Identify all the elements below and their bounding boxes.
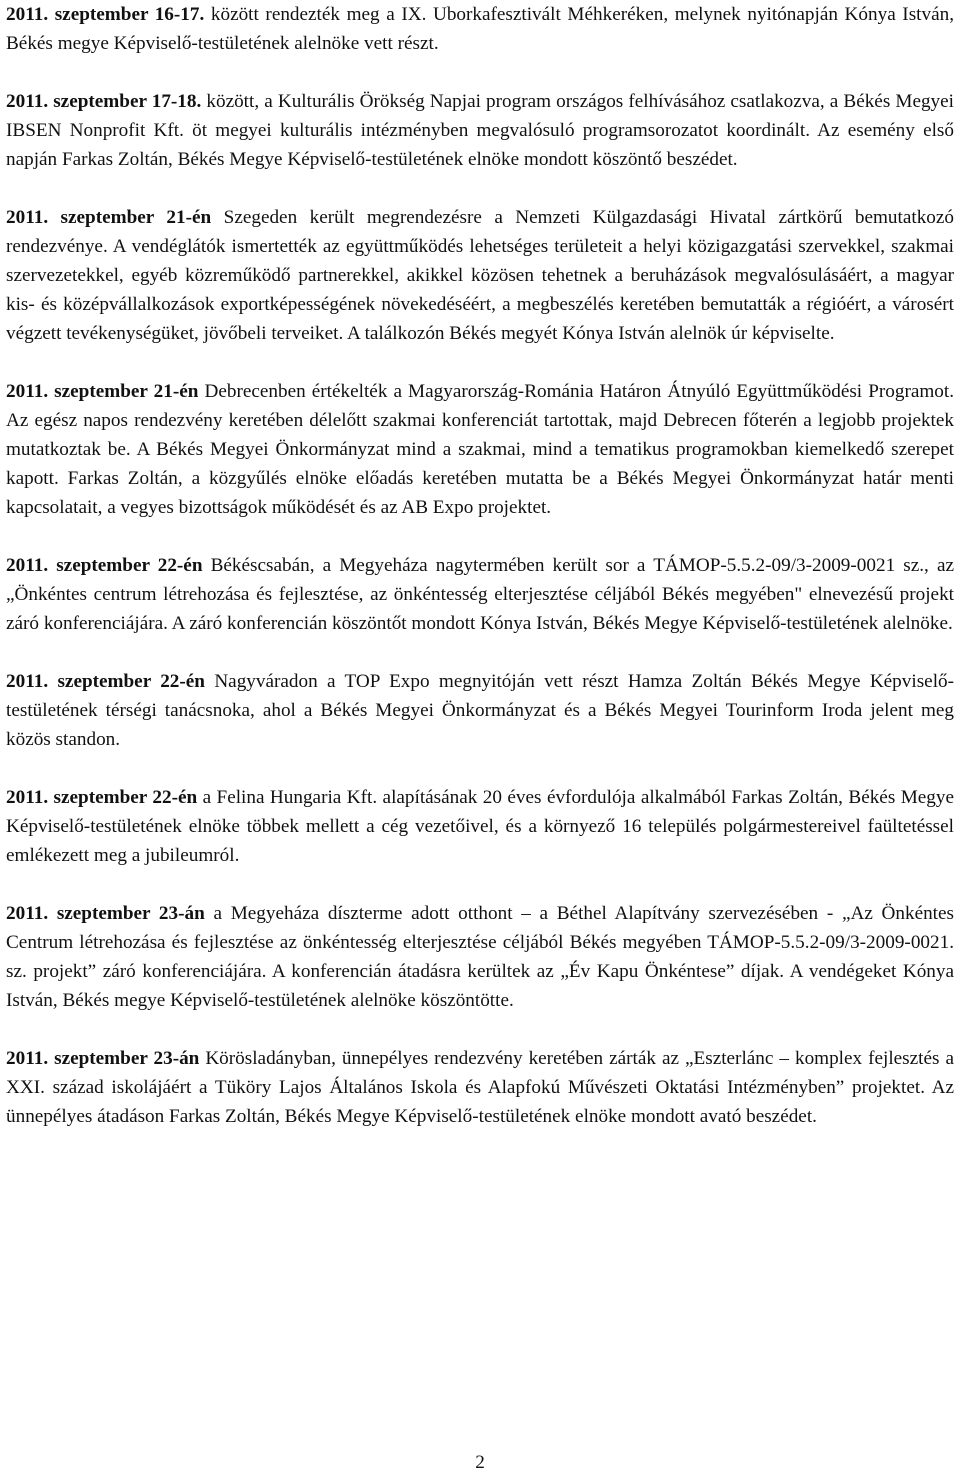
page-number: 2: [475, 1452, 485, 1473]
event-date: 2011. szeptember 22-én: [6, 671, 205, 692]
event-text: között rendezték meg a IX. Uborkafesztivált Méhkeréken, melynek nyitónapján Kónya István, Békés megye Képviselő-testületének alelnöke vett részt.: [6, 4, 954, 54]
event-paragraph-6: [6, 783, 954, 870]
event-text: Szegeden került megrendezésre a Nemzeti Külgazdasági Hivatal zártkörű bemutatkozó rendezvénye. A vendéglátók ismertették az együttműködés lehetséges területeit a helyi közigazgatási szervekkel, szakmai szervezetekkel, egyéb közreműködő partnerekkel, akikkel közösen tehetnek a beruházások megvalósulásáért, a magyar kis- és középvállalkozások exportképességének növekedéséért, a megbeszélés keretében bemutatták a régióért, a városért végzett tevékenységüket, jövőbeli terveiket. A találkozón Békés megyét Kónya István alelnök úr képviselte.: [6, 207, 955, 344]
event-date: 2011. szeptember 22-én: [6, 787, 198, 808]
event-paragraph-3: [6, 377, 954, 522]
event-paragraph-4: [6, 551, 954, 638]
event-paragraph-7: [6, 899, 954, 1015]
event-text: Békéscsabán, a Megyeháza nagytermében került sor a TÁMOP-5.5.2-09/3-2009-0021 sz., az „Önkéntes centrum létrehozása és fejlesztése, az önkéntesség elterjesztése céljából Békés megyében" elnevezésű projekt záró konferenciájára. A záró konferencián köszöntőt mondott Kónya István, Békés Megye Képviselő-testületének alelnöke.: [6, 555, 954, 634]
event-text: a Megyeháza díszterme adott otthont – a Béthel Alapítvány szervezésében - „Az Önkéntes Centrum létrehozása és fejlesztése az önkéntesség elterjesztése céljából Békés megyében TÁMOP-5.5.2-09/3-2009-0021. sz. projekt” záró konferenciájára. A konferencián átadásra kerültek az „Év Kapu Önkéntese” díjak. A vendégeket Kónya István, Békés megye Képviselő-testületének alelnöke köszöntötte.: [6, 903, 955, 1011]
event-paragraph-2: [6, 203, 954, 348]
event-paragraph-0: [6, 0, 954, 58]
event-paragraph-8: [6, 1044, 954, 1131]
event-paragraph-5: [6, 667, 954, 754]
event-date: 2011. szeptember 21-én: [6, 207, 212, 228]
event-date: 2011. szeptember 17-18.: [6, 91, 202, 112]
document-body: [6, 0, 954, 1160]
event-date: 2011. szeptember 21-én: [6, 381, 199, 402]
event-text: Debrecenben értékelték a Magyarország-Románia Határon Átnyúló Együttműködési Programot. Az egész napos rendezvény keretében délelőtt szakmai konferenciát tartottak, majd Debrecen főterén a legjobb projektek mutatkoztak be. A Békés Megyei Önkormányzat mind a szakmai, mind a tematikus programokban kiemelkedő szerepet kapott. Farkas Zoltán, a közgyűlés elnöke előadás keretében mutatta be a Békés Megyei Önkormányzat határ menti kapcsolatait, a vegyes bizottságok működését és az AB Expo projektet.: [6, 381, 954, 518]
event-text: Körösladányban, ünnepélyes rendezvény keretében zárták az „Eszterlánc – komplex fejlesztés a XXI. század iskolájáért a Tüköry Lajos Általános Iskola és Alapfokú Művészeti Oktatási Intézményben” projektet. Az ünnepélyes átadáson Farkas Zoltán, Békés Megye Képviselő-testületének elnöke mondott avató beszédet.: [6, 1048, 954, 1127]
event-text: Nagyváradon a TOP Expo megnyitóján vett részt Hamza Zoltán Békés Megye Képviselő-testületének térségi tanácsnoka, ahol a Békés Megyei Önkormányzat és a Békés Megyei Tourinform Iroda jelent meg közös standon.: [6, 671, 955, 750]
event-paragraph-1: [6, 87, 954, 174]
event-date: 2011. szeptember 22-én: [6, 555, 203, 576]
event-text: a Felina Hungaria Kft. alapításának 20 éves évfordulója alkalmából Farkas Zoltán, Békés Megye Képviselő-testületének elnöke többek mellett a cég vezetőivel, és a környező 16 település polgármestereivel faültetéssel emlékezett meg a jubileumról.: [6, 787, 954, 866]
event-text: között, a Kulturális Örökség Napjai program országos felhívásához csatlakozva, a Békés Megyei IBSEN Nonprofit Kft. öt megyei kulturális intézményben megvalósuló programsorozatot koordinált. Az esemény első napján Farkas Zoltán, Békés Megye Képviselő-testületének elnöke mondott köszöntő beszédet.: [6, 91, 954, 170]
event-date: 2011. szeptember 16-17.: [6, 4, 205, 25]
event-date: 2011. szeptember 23-án: [6, 903, 205, 924]
event-date: 2011. szeptember 23-án: [6, 1048, 200, 1069]
